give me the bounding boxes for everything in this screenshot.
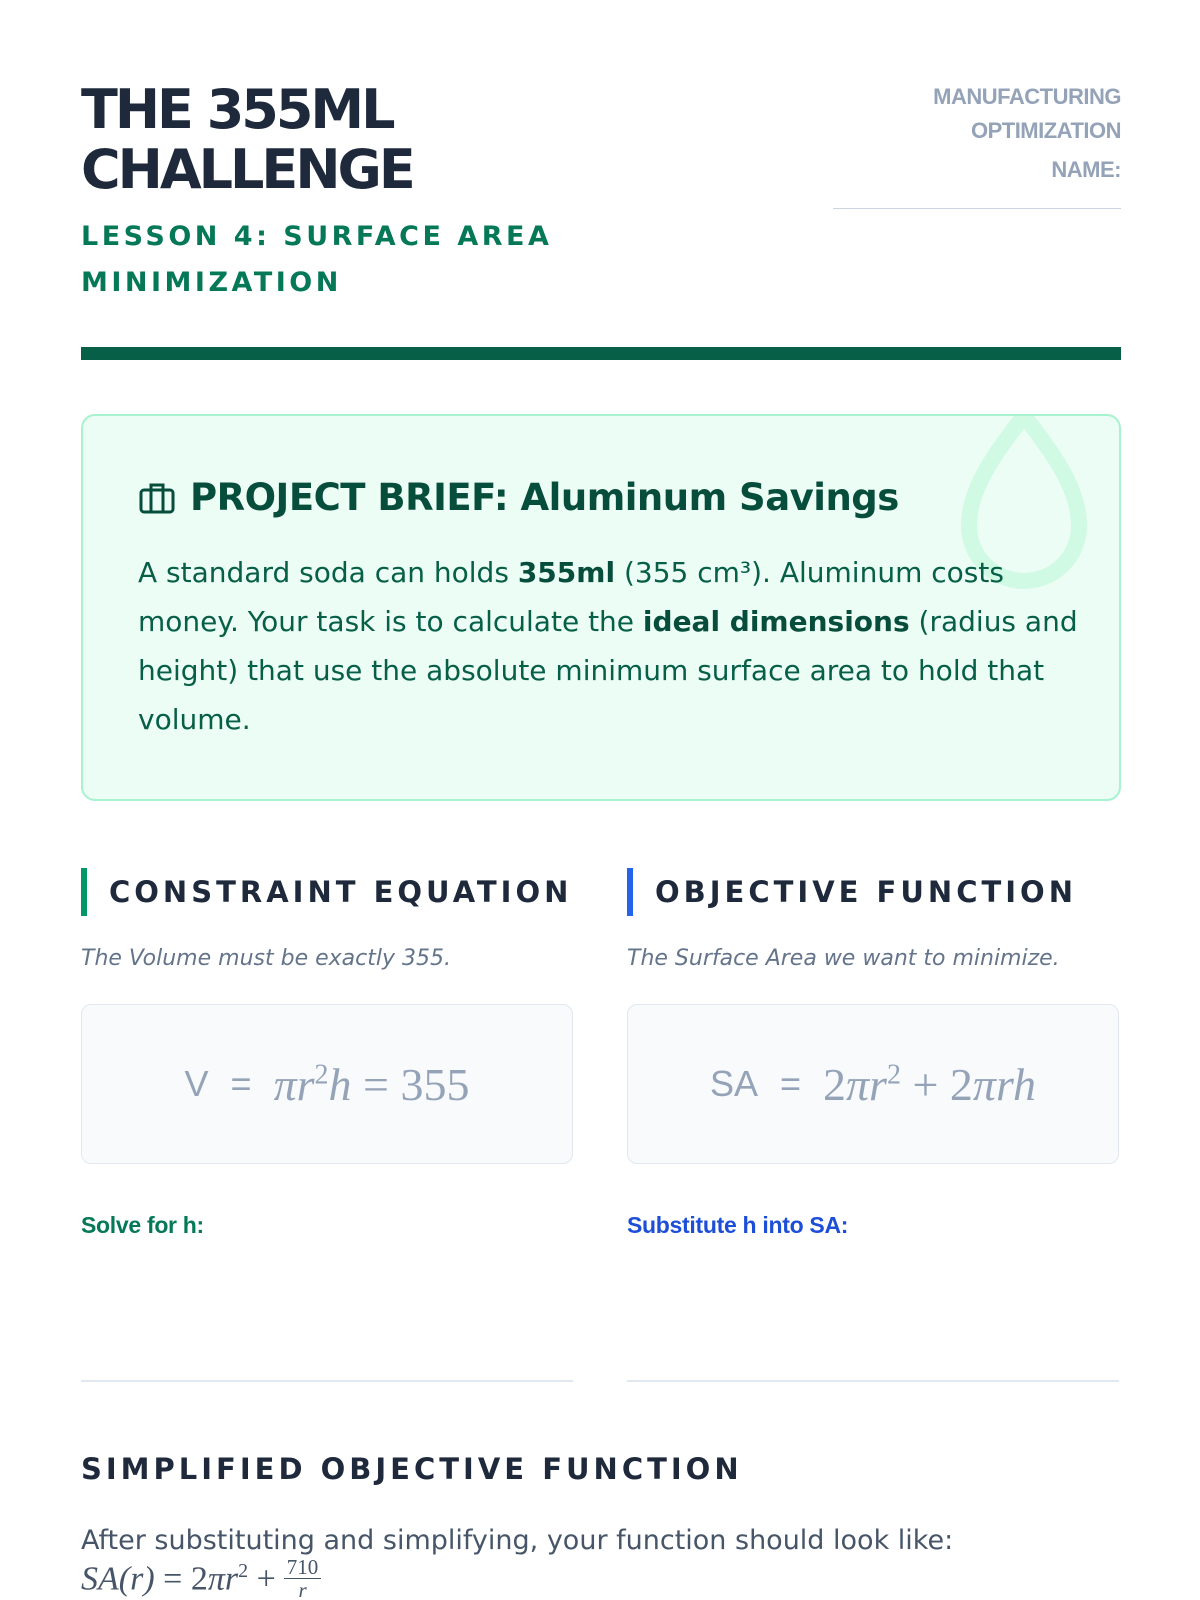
simplified-text: After substituting and simplifying, your function should look like: xyxy=(81,1525,954,1556)
accent-bar xyxy=(627,868,633,916)
page-title: THE 355ML CHALLENGE xyxy=(81,78,413,201)
answer-line[interactable] xyxy=(81,1380,573,1382)
objective-header xyxy=(627,868,1119,916)
objective-subtitle: The Surface Area we want to minimize. xyxy=(627,946,1060,971)
accent-bar xyxy=(81,868,87,916)
formula-equals: = xyxy=(779,1063,802,1104)
formula-lhs: SA xyxy=(709,1063,758,1104)
formula-lhs: V xyxy=(184,1063,209,1104)
simplified-title: SIMPLIFIED OBJECTIVE FUNCTION xyxy=(81,1452,743,1486)
surface-area-formula xyxy=(627,1004,1119,1164)
constraint-subtitle: The Volume must be exactly 355. xyxy=(81,946,451,971)
constraint-section xyxy=(81,868,573,1240)
meta-label: MANUFACTURING OPTIMIZATION xyxy=(933,84,1121,143)
name-field[interactable] xyxy=(833,208,1121,209)
constraint-header xyxy=(81,868,573,916)
formula-equals: = xyxy=(230,1063,252,1104)
objective-title: OBJECTIVE FUNCTION xyxy=(655,875,1077,909)
briefcase-icon xyxy=(138,479,176,517)
formula-rhs: $\pi r^2h = 355$ xyxy=(273,1058,470,1110)
header-meta xyxy=(821,80,1121,186)
objective-section xyxy=(627,868,1119,1240)
solve-for-h-label: Solve for h: xyxy=(81,1212,204,1238)
worksheet-page xyxy=(81,0,1121,1600)
substitute-label: Substitute h into SA: xyxy=(627,1212,849,1238)
simplified-formula: $SA(r) = 2\pi r^2$ + $\frac{710}{r}$ xyxy=(81,1560,321,1600)
answer-line[interactable] xyxy=(627,1380,1119,1382)
name-label: NAME: xyxy=(1051,157,1121,182)
volume-formula xyxy=(81,1004,573,1164)
brief-text: A standard soda can holds 355ml (355 cm³). Aluminum costs money. Your task is to calculate the ideal dimensions (radius and height) that use the absolute minimum surface area to hold that volume. xyxy=(138,556,1078,736)
brief-header xyxy=(138,476,899,519)
header-divider xyxy=(81,347,1121,360)
project-brief-box xyxy=(81,414,1121,801)
brief-title: PROJECT BRIEF: Aluminum Savings xyxy=(190,476,899,519)
constraint-title: CONSTRAINT EQUATION xyxy=(109,875,573,909)
lesson-subtitle: LESSON 4: SURFACE AREA MINIMIZATION xyxy=(81,221,553,298)
fraction: $\frac{710}{r}$ xyxy=(284,1556,322,1600)
formula-rhs: $2\pi r^2 + 2\pi rh$ xyxy=(823,1058,1037,1110)
